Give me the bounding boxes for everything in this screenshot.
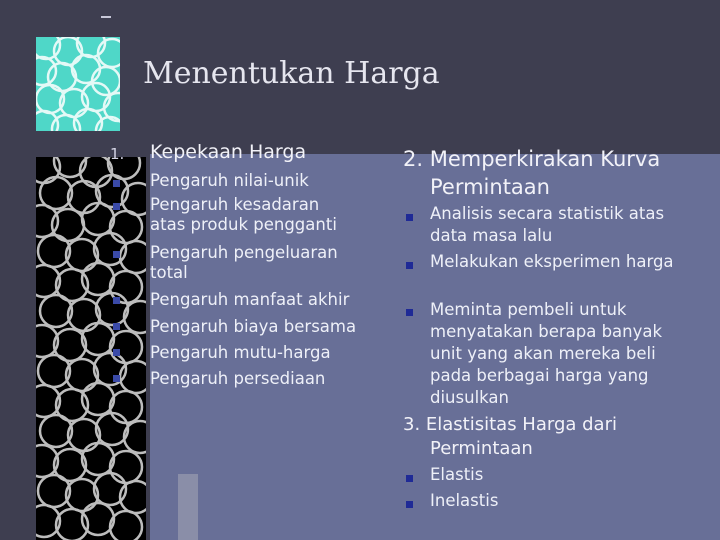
section3-heading: 3. Elastisitas Harga dari bbox=[403, 414, 617, 435]
list-item: Meminta pembeli untuk menyatakan berapa banyak unit yang akan mereka beli pada berbagai harga yang diusulkan bbox=[430, 300, 663, 407]
teal-circle-pattern bbox=[36, 37, 120, 131]
dark-circle-pattern bbox=[36, 157, 146, 540]
decorative-bar bbox=[178, 474, 198, 540]
list-item: atas produk pengganti bbox=[150, 215, 337, 234]
list-item: Pengaruh persediaan bbox=[150, 369, 326, 388]
bullet-icon bbox=[113, 180, 120, 187]
bullet-icon bbox=[113, 323, 120, 330]
slide-dash-mark bbox=[101, 16, 111, 18]
bullet-icon bbox=[113, 349, 120, 356]
section1-number: 1. bbox=[110, 145, 125, 163]
list-item: Pengaruh manfaat akhir bbox=[150, 290, 350, 309]
bullet-icon bbox=[406, 309, 413, 316]
section1-heading: Kepekaan Harga bbox=[150, 141, 307, 163]
bullet-icon bbox=[406, 501, 413, 508]
bullet-icon bbox=[113, 251, 120, 258]
slide-title: Menentukan Harga bbox=[143, 56, 440, 91]
bullet-icon bbox=[113, 375, 120, 382]
list-item: total bbox=[150, 263, 188, 282]
list-item: Elastis bbox=[430, 465, 484, 484]
list-item: Melakukan eksperimen harga bbox=[430, 252, 674, 271]
list-item: Pengaruh mutu-harga bbox=[150, 343, 331, 362]
list-item: Pengaruh pengeluaran bbox=[150, 243, 338, 262]
list-item: Pengaruh biaya bersama bbox=[150, 317, 357, 336]
section3-heading-cont: Permintaan bbox=[430, 438, 533, 459]
bullet-icon bbox=[113, 297, 120, 304]
list-item: Inelastis bbox=[430, 491, 499, 510]
list-item: Analisis secara statistik atas data masa lalu bbox=[430, 204, 665, 245]
list-item: Pengaruh kesadaran bbox=[150, 195, 320, 214]
bullet-icon bbox=[406, 475, 413, 482]
bullet-icon bbox=[113, 203, 120, 210]
section2-heading: 2. Memperkirakan Kurva bbox=[403, 147, 661, 171]
bullet-icon bbox=[406, 262, 413, 269]
list-item: Pengaruh nilai-unik bbox=[150, 171, 309, 190]
bullet-icon bbox=[406, 214, 413, 221]
section2-heading-cont: Permintaan bbox=[430, 175, 550, 199]
